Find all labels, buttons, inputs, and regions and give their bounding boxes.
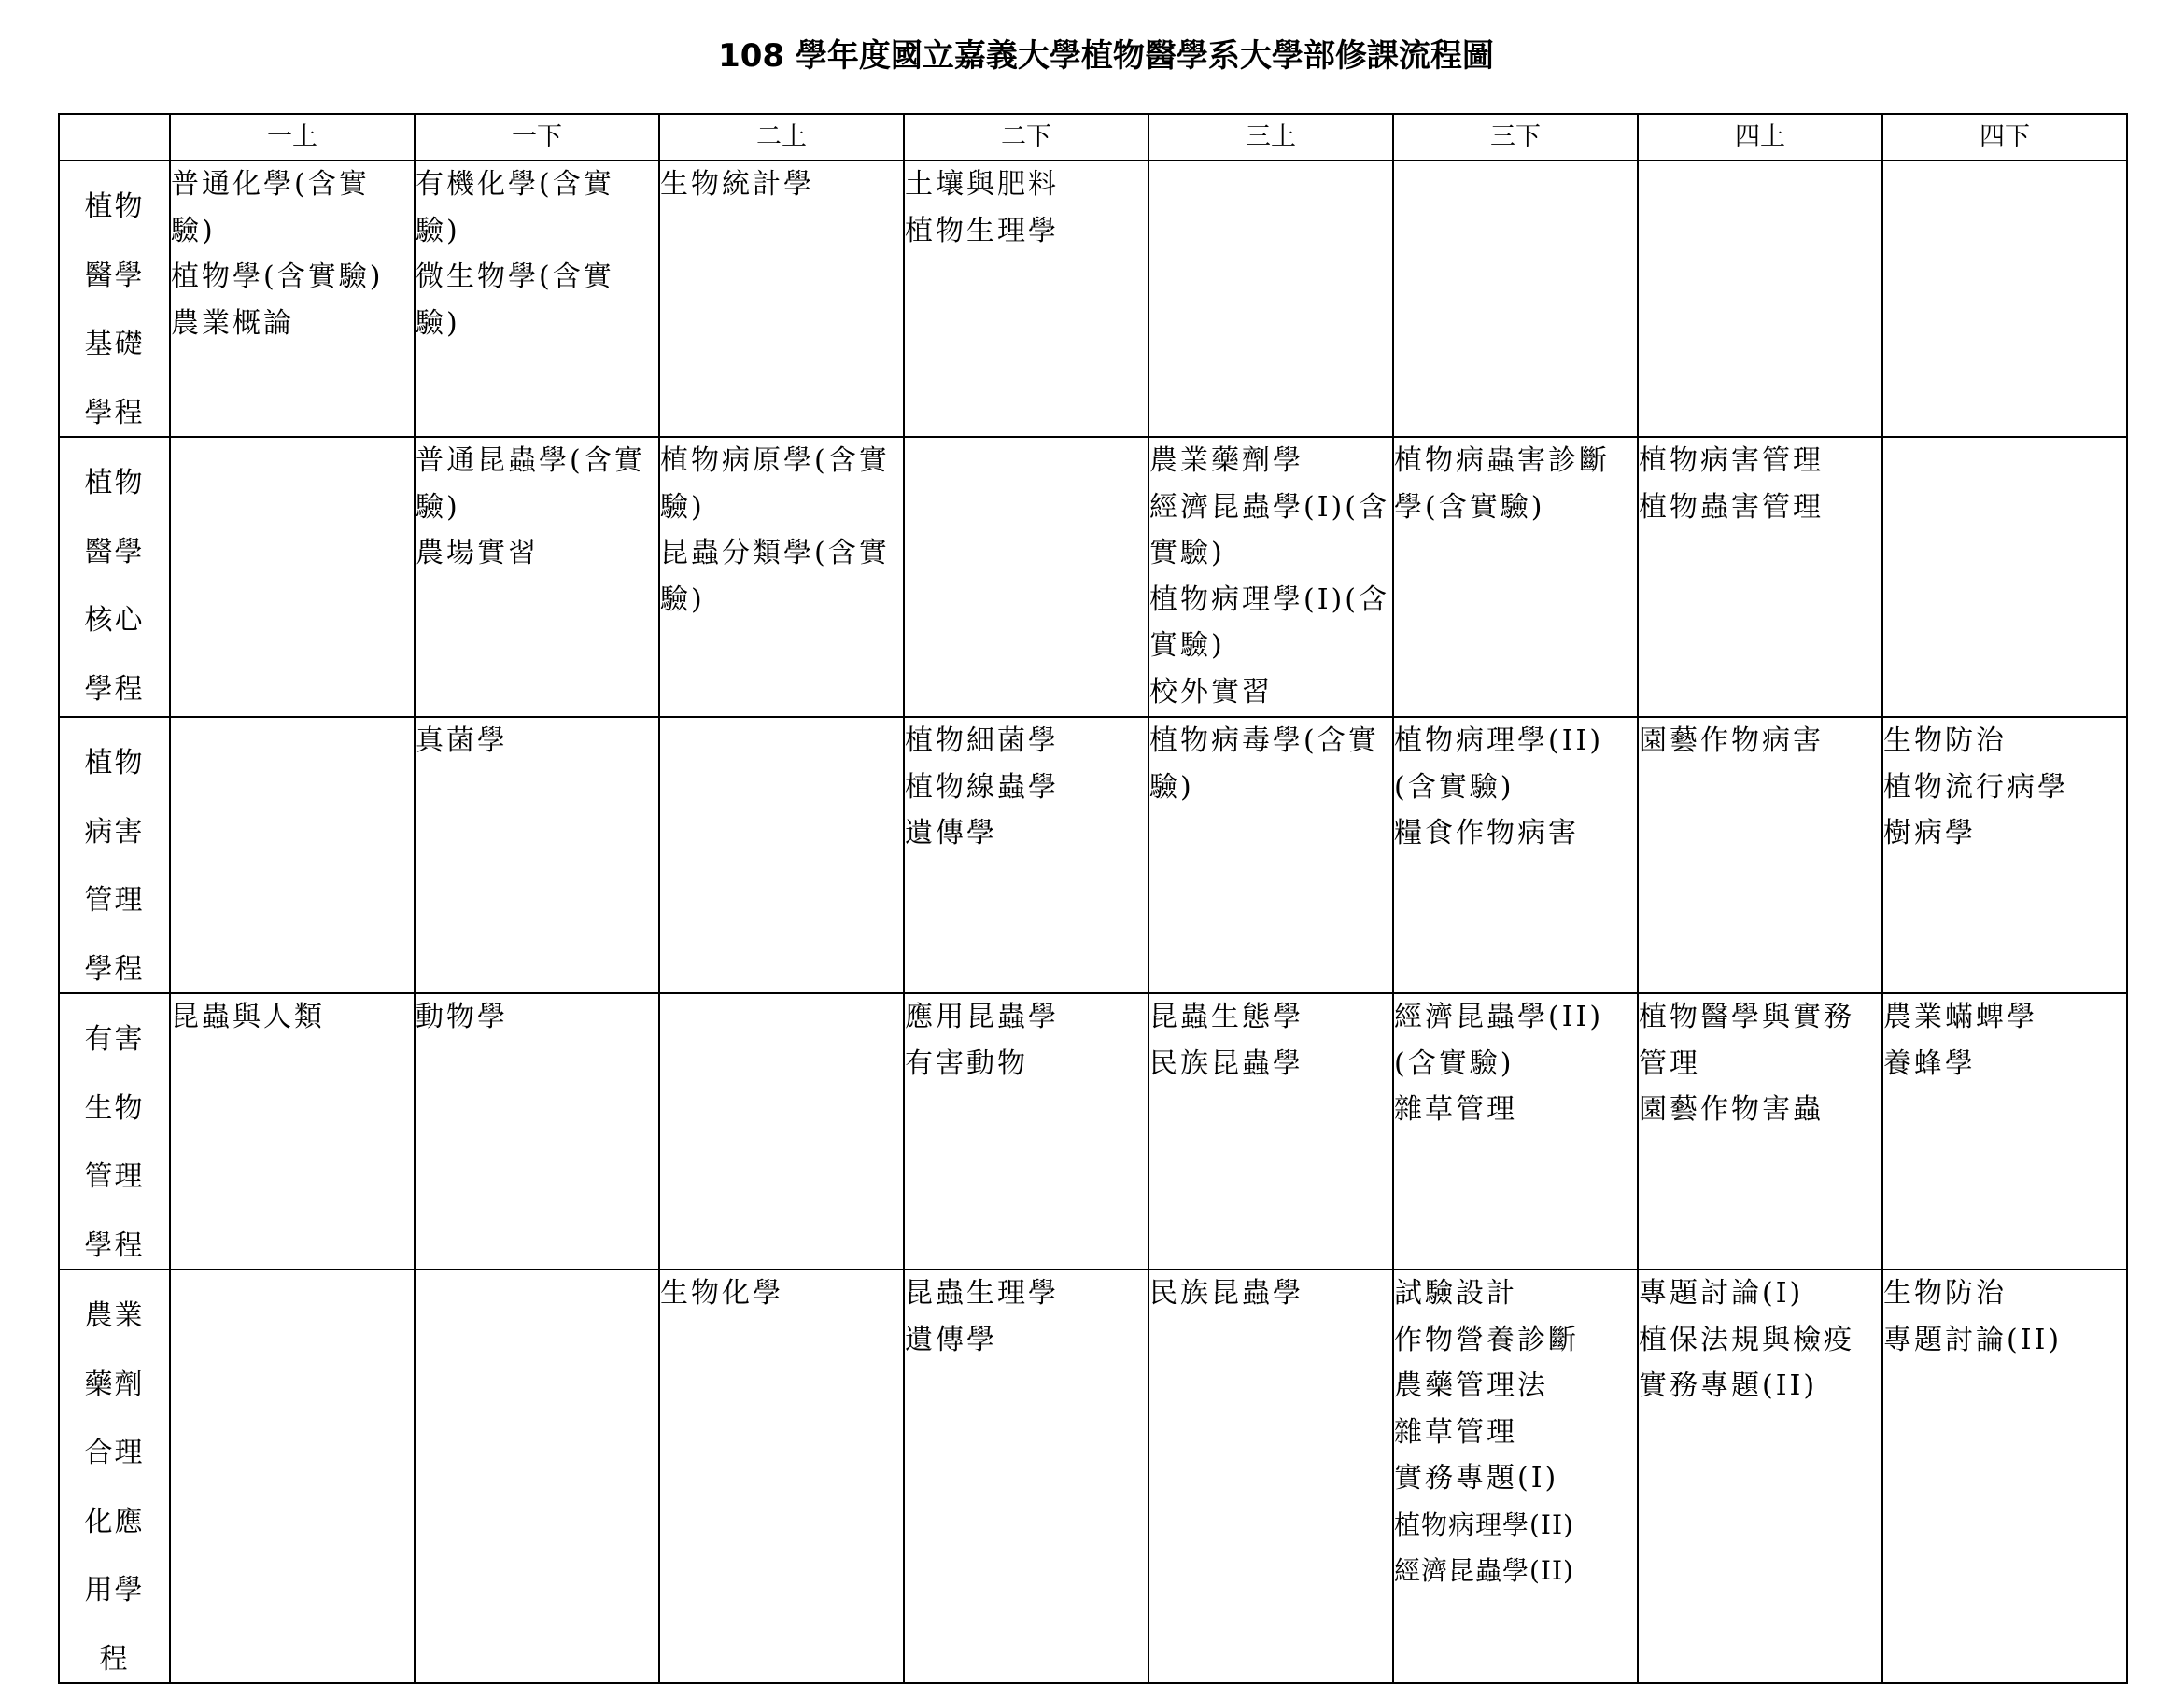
course-item: 民族昆蟲學 — [1149, 1046, 1303, 1080]
program-name-line: 化應 — [84, 1505, 145, 1538]
corner-cell — [59, 114, 170, 161]
semester-header: 二上 — [659, 114, 904, 161]
program-name-cell — [59, 1270, 170, 1683]
semester-header: 四下 — [1882, 114, 2127, 161]
course-item: 遺傳學 — [905, 817, 997, 849]
program-name-line: 學程 — [84, 952, 145, 986]
program-name-line: 學程 — [84, 1228, 145, 1262]
program-name-cell — [59, 993, 170, 1270]
program-name-line: 農業 — [84, 1299, 145, 1332]
course-item: 植物病害管理 — [1639, 444, 1824, 477]
course-item: 植物生理學 — [905, 214, 1059, 247]
course-item: 經濟昆蟲學(II)(含實驗) — [1394, 1001, 1604, 1080]
course-item: 普通昆蟲學(含實驗) — [416, 444, 645, 524]
course-cell — [1393, 1270, 1638, 1683]
course-item: 昆蟲與人類 — [171, 1001, 325, 1033]
course-item: 園藝作物害蟲 — [1639, 1093, 1824, 1126]
semester-header: 四上 — [1638, 114, 1882, 161]
table-row — [59, 437, 2127, 717]
course-item: 作物營養診斷 — [1394, 1323, 1579, 1356]
course-item: 專題討論(I) — [1639, 1277, 1804, 1310]
program-name-line: 植物 — [84, 747, 145, 779]
course-cell — [1638, 437, 1882, 717]
program-name-cell — [59, 717, 170, 993]
course-item: 植物蟲害管理 — [1639, 490, 1824, 524]
course-cell — [1882, 161, 2127, 437]
course-cell — [1638, 717, 1882, 993]
table-row — [59, 161, 2127, 437]
course-item: 園藝作物病害 — [1639, 724, 1824, 757]
page-title: 108 學年度國立嘉義大學植物醫學系大學部修課流程圖 — [718, 37, 1494, 75]
program-name-line: 用學 — [84, 1574, 145, 1607]
course-cell — [904, 717, 1148, 993]
course-item: 應用昆蟲學 — [905, 1001, 1059, 1033]
semester-header: 一下 — [415, 114, 659, 161]
course-cell — [1882, 993, 2127, 1270]
course-cell — [415, 1270, 659, 1683]
program-name-line: 生物 — [84, 1091, 145, 1125]
course-item: 試驗設計 — [1394, 1277, 1517, 1310]
program-name-line: 合理 — [84, 1437, 145, 1469]
table-row — [59, 993, 2127, 1270]
course-item: 經濟昆蟲學(I)(含實驗) — [1149, 490, 1389, 569]
course-item: 普通化學(含實驗) — [171, 168, 370, 247]
course-cell — [904, 161, 1148, 437]
course-item: 植物病理學(I)(含實驗) — [1149, 582, 1389, 662]
header-row — [59, 114, 2127, 161]
table-row — [59, 1270, 2127, 1683]
program-name-line: 有害 — [84, 1023, 145, 1056]
course-cell — [1148, 993, 1393, 1270]
program-name-line: 醫學 — [84, 259, 145, 292]
course-item: 生物化學 — [660, 1277, 783, 1310]
course-cell — [904, 437, 1148, 717]
program-name-line: 管理 — [84, 884, 145, 917]
course-item: 植物細菌學 — [905, 724, 1059, 757]
course-item: 雜草管理 — [1394, 1093, 1517, 1126]
course-item: 農場實習 — [416, 537, 539, 569]
course-item: 昆蟲分類學(含實驗) — [660, 537, 890, 616]
course-item: 植物病原學(含實驗) — [660, 444, 890, 524]
course-cell — [1148, 1270, 1393, 1683]
course-cell — [1882, 1270, 2127, 1683]
course-item: 微生物學(含實驗) — [416, 260, 614, 340]
course-cell — [1148, 437, 1393, 717]
course-item: 生物統計學 — [660, 168, 814, 201]
course-cell — [1882, 437, 2127, 717]
course-cell — [659, 1270, 904, 1683]
course-cell — [1638, 993, 1882, 1270]
course-cell — [415, 161, 659, 437]
semester-header: 一上 — [170, 114, 415, 161]
course-cell — [170, 1270, 415, 1683]
course-item: 實務專題(II) — [1639, 1369, 1818, 1402]
course-item: 生物防治 — [1883, 1277, 2007, 1310]
course-cell — [1148, 717, 1393, 993]
program-name-line: 藥劑 — [84, 1368, 145, 1401]
course-item: 真菌學 — [416, 724, 508, 757]
course-item: 生物防治 — [1883, 724, 2007, 757]
course-cell — [1393, 161, 1638, 437]
course-item: 校外實習 — [1149, 675, 1273, 709]
course-cell — [1393, 437, 1638, 717]
table-row — [59, 717, 2127, 993]
program-name-line: 基礎 — [84, 328, 145, 360]
course-item: 農業蟎蜱學 — [1883, 1001, 2037, 1033]
program-name-line: 植物 — [84, 190, 145, 223]
course-cell — [1393, 993, 1638, 1270]
course-item: 經濟昆蟲學(II) — [1394, 1555, 1574, 1586]
course-item: 有機化學(含實驗) — [416, 168, 614, 247]
course-cell — [904, 993, 1148, 1270]
course-cell — [659, 993, 904, 1270]
course-cell — [1148, 161, 1393, 437]
course-cell — [170, 993, 415, 1270]
program-name-line: 學程 — [84, 672, 145, 706]
course-cell — [1393, 717, 1638, 993]
course-item: 植保法規與檢疫 — [1639, 1323, 1854, 1356]
course-cell — [170, 437, 415, 717]
course-cell — [904, 1270, 1148, 1683]
program-name-line: 醫學 — [84, 535, 145, 568]
course-item: 農業概論 — [171, 306, 294, 340]
course-item: 植物線蟲學 — [905, 770, 1059, 804]
course-cell — [1882, 717, 2127, 993]
course-item: 昆蟲生理學 — [905, 1277, 1059, 1310]
course-item: 糧食作物病害 — [1394, 817, 1579, 849]
program-name-line: 植物 — [84, 467, 145, 499]
program-name-line: 核心 — [84, 604, 145, 637]
course-item: 有害動物 — [905, 1046, 1028, 1080]
course-item: 實務專題(I) — [1394, 1462, 1559, 1495]
course-item: 動物學 — [416, 1001, 508, 1033]
curriculum-table — [58, 113, 2128, 1684]
course-cell — [1638, 1270, 1882, 1683]
course-cell — [170, 717, 415, 993]
course-cell — [659, 437, 904, 717]
semester-header: 三上 — [1148, 114, 1393, 161]
course-item: 雜草管理 — [1394, 1415, 1517, 1449]
course-item: 植物病蟲害診斷學(含實驗) — [1394, 444, 1610, 524]
program-name-line: 學程 — [84, 396, 145, 429]
course-item: 植物病毒學(含實驗) — [1149, 724, 1379, 804]
course-item: 樹病學 — [1883, 817, 1976, 849]
course-item: 植物病理學(II)(含實驗) — [1394, 724, 1604, 804]
course-item: 農業藥劑學 — [1149, 444, 1303, 477]
semester-header: 二下 — [904, 114, 1148, 161]
course-cell — [415, 717, 659, 993]
course-item: 植物學(含實驗) — [171, 260, 384, 293]
course-item: 植物醫學與實務管理 — [1639, 1001, 1854, 1080]
course-item: 民族昆蟲學 — [1149, 1277, 1303, 1310]
table-body — [59, 161, 2127, 1683]
course-cell — [659, 161, 904, 437]
course-cell — [415, 437, 659, 717]
course-item: 養蜂學 — [1883, 1046, 1976, 1080]
course-item: 昆蟲生態學 — [1149, 1001, 1303, 1033]
program-name-line: 管理 — [84, 1160, 145, 1193]
course-item: 植物流行病學 — [1883, 770, 2068, 804]
course-cell — [170, 161, 415, 437]
course-cell — [1638, 161, 1882, 437]
course-item: 遺傳學 — [905, 1323, 997, 1356]
semester-header: 三下 — [1393, 114, 1638, 161]
program-name-cell — [59, 161, 170, 437]
course-item: 土壤與肥料 — [905, 168, 1059, 201]
program-name-line: 病害 — [84, 815, 145, 849]
program-name-cell — [59, 437, 170, 717]
program-name-line: 程 — [99, 1642, 130, 1676]
course-item: 植物病理學(II) — [1394, 1509, 1574, 1540]
course-cell — [415, 993, 659, 1270]
course-item: 農藥管理法 — [1394, 1369, 1548, 1402]
course-item: 專題討論(II) — [1883, 1323, 2063, 1356]
course-cell — [659, 717, 904, 993]
